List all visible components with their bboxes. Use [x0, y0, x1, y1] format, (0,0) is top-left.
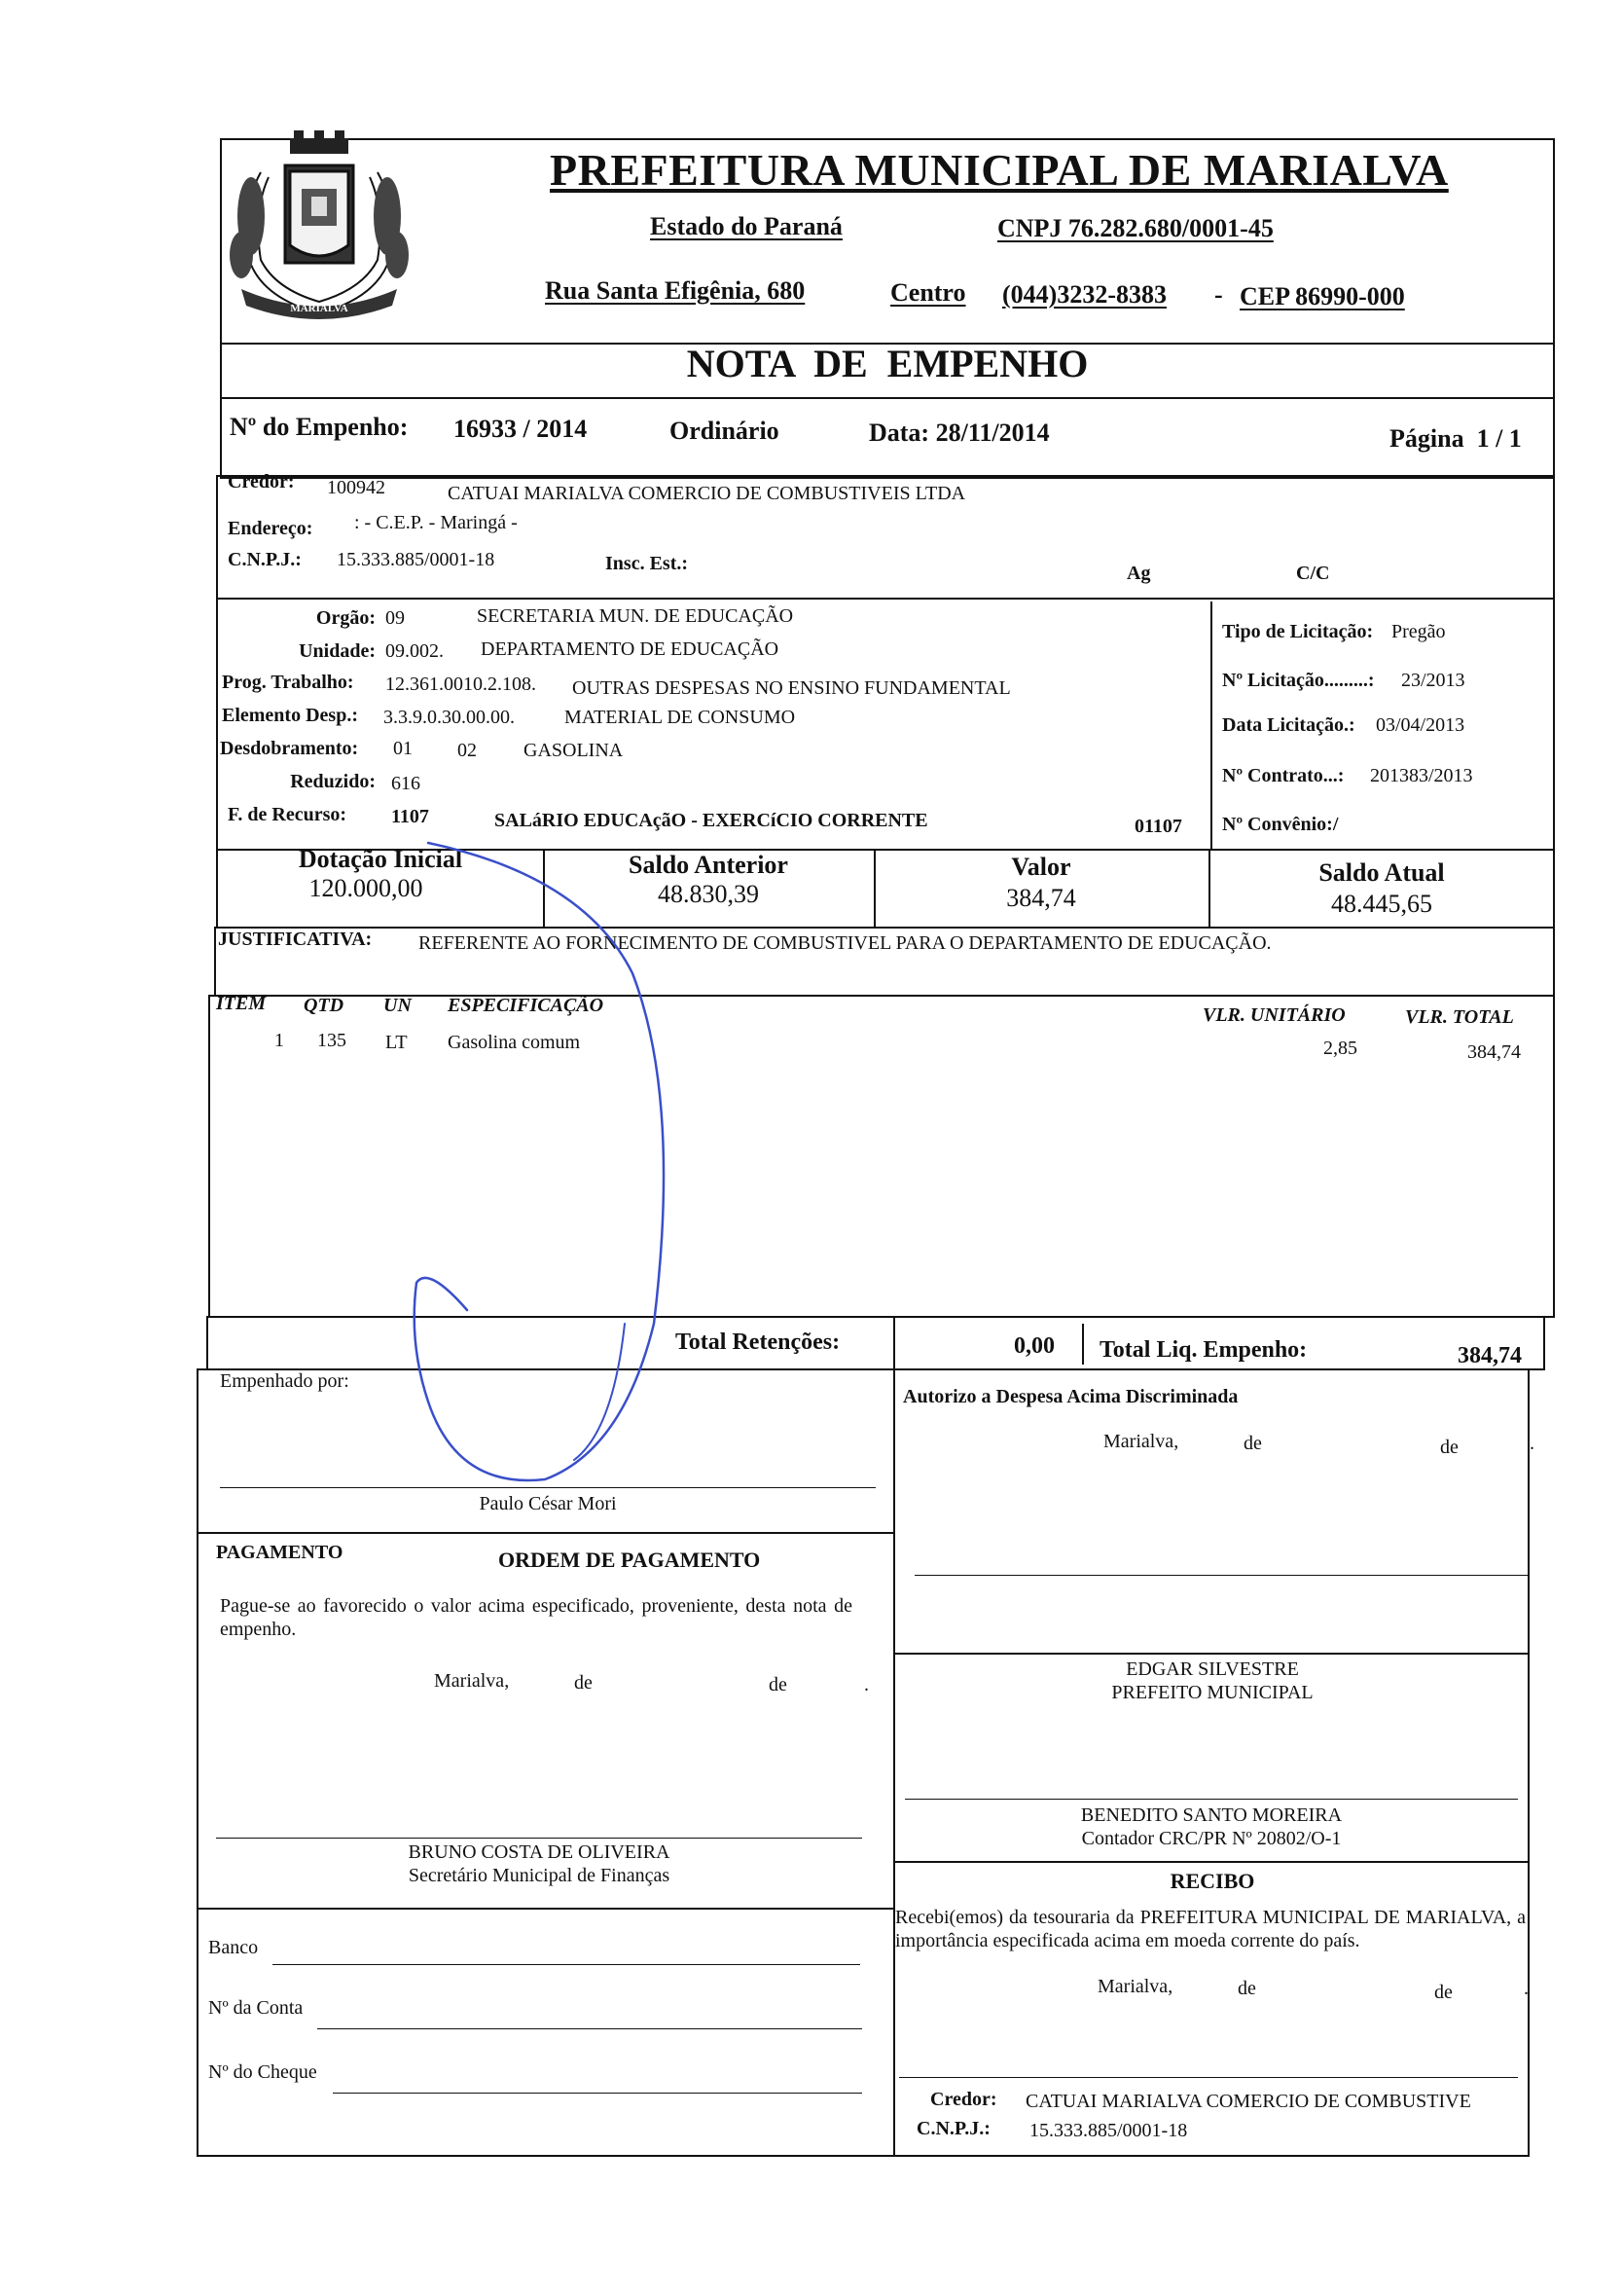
licitacao-data-label: Data Licitação.: [1222, 714, 1355, 736]
licitacao-tipo-label: Tipo de Licitação: [1222, 621, 1374, 642]
unidade-name: DEPARTAMENTO DE EDUCAÇÃO [481, 638, 779, 660]
desdobramento-b: 02 [457, 740, 477, 761]
empenhado-bottom [198, 1532, 893, 1534]
recibo-city: Marialva, [1098, 1976, 1173, 1997]
orgao-name: SECRETARIA MUN. DE EDUCAÇÃO [477, 605, 794, 627]
address-cep: CEP 86990-000 [1240, 282, 1405, 310]
empenhado-signer: Paulo César Mori [479, 1493, 617, 1514]
recibo-cnpj: 15.333.885/0001-18 [1029, 2120, 1188, 2141]
saldo-atual-value: 48.445,65 [1331, 890, 1432, 918]
col-item: ITEM [216, 993, 267, 1014]
saldo-anterior-value: 48.830,39 [658, 880, 759, 908]
prefeito-top [895, 1653, 1530, 1655]
address-street: Rua Santa Efigênia, 680 [545, 276, 806, 305]
cheque-label: Nº do Cheque [208, 2061, 317, 2083]
conta-line[interactable] [317, 2028, 862, 2029]
pagamento-text: Pague-se ao favorecido o valor acima especificado, proveniente, desta nota de empenho. [220, 1595, 852, 1640]
dotacao-value: 120.000,00 [308, 874, 423, 902]
recibo-de-2: de [1434, 1982, 1453, 2003]
prog-code: 12.361.0010.2.108. [385, 674, 536, 695]
orgao-label: Orgão: [315, 607, 376, 629]
ordem-pagamento-label: ORDEM DE PAGAMENTO [498, 1548, 761, 1572]
item-qtd: 135 [317, 1030, 346, 1051]
recibo-signature-line [899, 2077, 1518, 2078]
item-number: 1 [274, 1030, 284, 1051]
pagamento-dot: . [864, 1674, 869, 1695]
contrato-label: Nº Contrato...: [1222, 765, 1345, 786]
page-number: Página 1 / 1 [1389, 424, 1522, 453]
col-unit-price: VLR. UNITÁRIO [1203, 1004, 1346, 1026]
totals-divider-2 [1082, 1324, 1084, 1365]
prog-name: OUTRAS DESPESAS NO ENSINO FUNDAMENTAL [572, 677, 1011, 699]
autorizo-label: Autorizo a Despesa Acima Discriminada [903, 1386, 1239, 1407]
address-dash: - [1214, 280, 1223, 309]
liq-empenho-label: Total Liq. Empenho: [1100, 1337, 1308, 1363]
valor-value: 384,74 [1006, 884, 1076, 912]
autorizo-de-2: de [1440, 1437, 1459, 1458]
prefeito-role: PREFEITO MUNICIPAL [1111, 1682, 1314, 1703]
credor-name: CATUAI MARIALVA COMERCIO DE COMBUSTIVEIS LTDA [448, 483, 966, 504]
state-name: Estado do Paraná [650, 212, 843, 240]
recibo-top [895, 1861, 1530, 1863]
lower-divider [893, 1370, 895, 2155]
desdobramento-label: Desdobramento: [220, 738, 359, 759]
contrato-value: 201383/2013 [1370, 765, 1473, 786]
col-total: VLR. TOTAL [1405, 1006, 1514, 1028]
elemento-label: Elemento Desp.: [222, 705, 358, 726]
unidade-label: Unidade: [299, 640, 376, 662]
licitacao-num: 23/2013 [1401, 670, 1465, 691]
licitacao-data: 03/04/2013 [1376, 714, 1465, 736]
col-un: UN [383, 995, 412, 1016]
saldo-anterior-label: Saldo Anterior [629, 851, 788, 879]
recibo-credor-label: Credor: [930, 2089, 997, 2110]
item-spec: Gasolina comum [448, 1032, 581, 1053]
elemento-code: 3.3.9.0.30.00.00. [383, 707, 515, 728]
credor-code: 100942 [327, 477, 385, 498]
justificativa-text: REFERENTE AO FORNECIMENTO DE COMBUSTIVEL PARA O DEPARTAMENTO DE EDUCAÇÃO. [418, 932, 1272, 954]
pagamento-city: Marialva, [434, 1670, 510, 1692]
reduzido-value: 616 [391, 773, 420, 794]
elemento-name: MATERIAL DE CONSUMO [564, 707, 796, 728]
dotacao-label: Dotação Inicial [298, 845, 463, 873]
pagamento-bottom [198, 1908, 893, 1910]
convenio-label: Nº Convênio:/ [1222, 814, 1339, 835]
autorizo-de-1: de [1244, 1433, 1262, 1454]
col-spec: ESPECIFICAÇÃO [448, 995, 604, 1016]
prog-label: Prog. Trabalho: [222, 672, 354, 693]
pagamento-de-1: de [574, 1672, 593, 1694]
credor-label: Credor: [228, 471, 295, 492]
pagamento-label: PAGAMENTO [216, 1542, 343, 1563]
conta-label: Nº da Conta [208, 1997, 304, 2019]
recurso-label: F. de Recurso: [228, 804, 347, 825]
credor-cnpj: 15.333.885/0001-18 [337, 549, 495, 570]
contador-signature-line [905, 1799, 1518, 1800]
empenhado-label: Empenhado por: [220, 1370, 349, 1392]
account-label: C/C [1296, 563, 1330, 584]
retencoes-label: Total Retenções: [675, 1330, 841, 1355]
contador-name: BENEDITO SANTO MOREIRA [1080, 1804, 1343, 1826]
banco-label: Banco [208, 1937, 259, 1958]
financas-signer-role: Secretário Municipal de Finanças [408, 1865, 670, 1886]
autorizo-signature-line [915, 1575, 1528, 1576]
saldo-atual-label: Saldo Atual [1318, 858, 1445, 887]
recibo-credor: CATUAI MARIALVA COMERCIO DE COMBUSTIVE [1026, 2091, 1471, 2112]
classification-divider [1210, 601, 1212, 851]
empenho-date: Data: 28/11/2014 [869, 419, 1050, 447]
contador-role: Contador CRC/PR Nº 20802/O-1 [1081, 1828, 1342, 1849]
item-unit-price: 2,85 [1323, 1038, 1357, 1059]
valor-label: Valor [1011, 853, 1071, 881]
header-cnpj: CNPJ 76.282.680/0001-45 [997, 214, 1274, 242]
address-label: Endereço: [228, 518, 313, 539]
empenho-number: 16933 / 2014 [453, 415, 588, 443]
unidade-code: 09.002. [385, 640, 444, 662]
empenho-number-label: Nº do Empenho: [230, 413, 409, 441]
orgao-code: 09 [385, 607, 405, 629]
prefeito-name: EDGAR SILVESTRE [1126, 1658, 1299, 1680]
credor-cnpj-label: C.N.P.J.: [228, 549, 302, 570]
licitacao-num-label: Nº Licitação.........: [1222, 670, 1375, 691]
empenhado-signature-line [220, 1487, 876, 1488]
coat-of-arms-logo [222, 128, 416, 333]
retencoes-value: 0,00 [1014, 1333, 1055, 1359]
desdobramento-a: 01 [393, 738, 413, 759]
insc-est-label: Insc. Est.: [605, 553, 689, 574]
totals-divider-1 [893, 1318, 895, 1368]
address-district: Centro [890, 278, 966, 307]
autorizo-city: Marialva, [1103, 1431, 1179, 1452]
recibo-text: Recebi(emos) da tesouraria da PREFEITURA MUNICIPAL DE MARIALVA, a importância especificada acima em moeda corrente do país. [895, 1907, 1526, 1951]
address-phone: (044)3232-8383 [1002, 280, 1167, 309]
svg-text:MARIALVA: MARIALVA [290, 303, 348, 314]
liq-empenho-value: 384,74 [1458, 1343, 1522, 1368]
item-total: 384,74 [1467, 1041, 1521, 1063]
autorizo-dot: . [1530, 1433, 1534, 1454]
col-qtd: QTD [304, 995, 344, 1016]
pagamento-de-2: de [769, 1674, 787, 1695]
recibo-cnpj-label: C.N.P.J.: [917, 2118, 991, 2139]
recibo-de-1: de [1238, 1978, 1256, 1999]
recibo-dot: . [1524, 1978, 1529, 1999]
page-title: PREFEITURA MUNICIPAL DE MARIALVA [550, 145, 1449, 195]
empenho-type: Ordinário [669, 417, 779, 445]
totals-row [206, 1316, 1545, 1370]
recibo-title: RECIBO [1170, 1869, 1255, 1893]
document-title: NOTA DE EMPENHO [686, 342, 1089, 385]
agency-label: Ag [1127, 563, 1151, 584]
licitacao-tipo: Pregão [1391, 621, 1446, 642]
justificativa-label: JUSTIFICATIVA: [218, 929, 373, 950]
cheque-line[interactable] [333, 2093, 862, 2094]
pagamento-signature-line [216, 1838, 862, 1839]
desdobramento-name: GASOLINA [523, 740, 624, 761]
banco-line[interactable] [272, 1964, 860, 1965]
address-value: : - C.E.P. - Maringá - [354, 512, 518, 533]
reduzido-label: Reduzido: [290, 771, 376, 792]
recurso-code: 1107 [391, 806, 429, 827]
recurso-ref: 01107 [1135, 816, 1182, 837]
item-un: LT [385, 1032, 408, 1053]
recurso-name: SALáRIO EDUCAçãO - EXERCíCIO CORRENTE [494, 810, 928, 831]
financas-signer-name: BRUNO COSTA DE OLIVEIRA [408, 1841, 670, 1863]
